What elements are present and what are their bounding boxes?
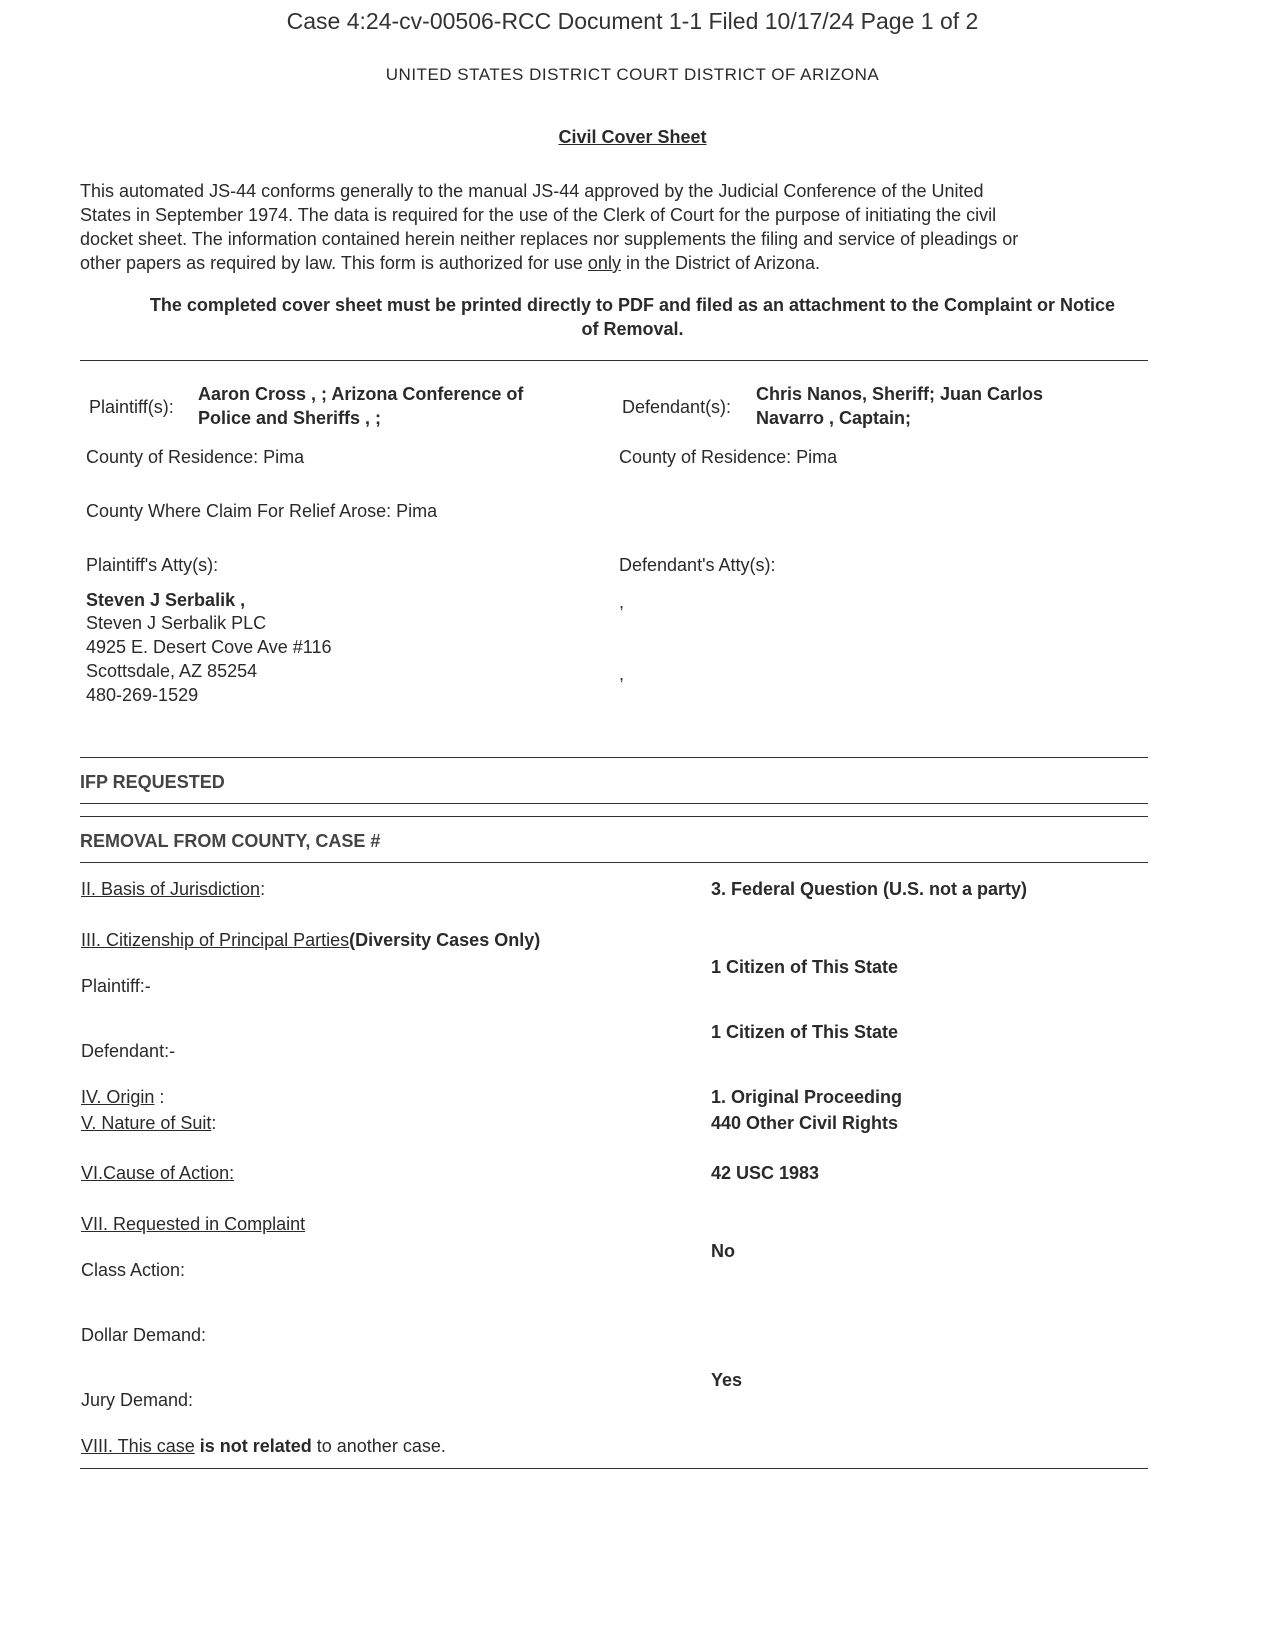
divider — [80, 862, 1148, 863]
page-title: Civil Cover Sheet — [558, 127, 707, 147]
intro-line: This automated JS-44 conforms generally to the manual JS-44 approved by the Judicial Conference of the United — [80, 181, 984, 201]
class-action-value: No — [711, 1241, 735, 1261]
plaintiff-atty-label: Plaintiff's Atty(s): — [86, 555, 219, 575]
origin-label: IV. Origin — [81, 1087, 155, 1107]
plaintiff-atty-firm: Steven J Serbalik PLC — [86, 613, 267, 633]
plaintiff-atty-address: 4925 E. Desert Cove Ave #116 — [86, 637, 332, 657]
divider — [80, 360, 1148, 361]
jury-demand-value: Yes — [711, 1370, 743, 1390]
intro-line: docket sheet. The information contained herein neither replaces nor supplements the filing and service of pleadings or — [80, 229, 1019, 249]
defendant-atty-line: , — [619, 592, 625, 612]
notice-line: of Removal. — [581, 319, 684, 339]
jurisdiction-value: 3. Federal Question (U.S. not a party) — [711, 879, 1028, 899]
intro-only: only — [587, 253, 621, 273]
defendant-atty-line: , — [619, 664, 625, 684]
plaintiff-label: Plaintiff(s): — [89, 397, 174, 417]
dollar-demand-label: Dollar Demand: — [81, 1325, 207, 1345]
divider — [80, 816, 1148, 817]
cause-value: 42 USC 1983 — [711, 1163, 820, 1183]
related-status: is not related — [194, 1436, 312, 1456]
ifp-requested: IFP REQUESTED — [80, 772, 225, 792]
origin-value: 1. Original Proceeding — [711, 1087, 903, 1107]
plaintiff-atty-phone: 480-269-1529 — [86, 685, 199, 705]
defendant-name: Chris Nanos, Sheriff; Juan Carlos — [756, 384, 1044, 404]
class-action-label: Class Action: — [81, 1260, 186, 1280]
plaintiff-atty-name: Steven J Serbalik , — [86, 590, 246, 610]
nature-label: V. Nature of Suit — [81, 1113, 212, 1133]
plaintiff-name: Aaron Cross , ; Arizona Conference of — [198, 384, 524, 404]
court-name: UNITED STATES DISTRICT COURT DISTRICT OF ARIZONA — [385, 65, 880, 84]
nature-value: 440 Other Civil Rights — [711, 1113, 899, 1133]
requested-label: VII. Requested in Complaint — [81, 1214, 306, 1234]
citizenship-label: III. Citizenship of Principal Parties — [81, 930, 350, 950]
plaintiff-citizenship-label: Plaintiff:- — [81, 976, 151, 996]
citizenship-note: (Diversity Cases Only) — [349, 930, 541, 950]
defendant-label: Defendant(s): — [622, 397, 732, 417]
cause-label: VI.Cause of Action: — [81, 1163, 235, 1183]
defendant-citizenship-value: 1 Citizen of This State — [711, 1022, 899, 1042]
divider — [80, 803, 1148, 804]
intro-line: States in September 1974. The data is required for the use of the Clerk of Court for the purpose of initiating the civil — [80, 205, 997, 225]
divider — [80, 1468, 1148, 1469]
jurisdiction-label: II. Basis of Jurisdiction — [81, 879, 261, 899]
jury-demand-label: Jury Demand: — [81, 1390, 194, 1410]
defendant-atty-label: Defendant's Atty(s): — [619, 555, 776, 575]
intro-end: in the District of Arizona. — [620, 253, 821, 273]
plaintiff-atty-city: Scottsdale, AZ 85254 — [86, 661, 258, 681]
intro-line: other papers as required by law. This form is authorized for use — [80, 253, 588, 273]
plaintiff-citizenship-value: 1 Citizen of This State — [711, 957, 899, 977]
related-end: to another case. — [311, 1436, 446, 1456]
plaintiff-county: County of Residence: Pima — [86, 447, 305, 467]
defendant-name: Navarro , Captain; — [756, 408, 912, 428]
case-header: Case 4:24-cv-00506-RCC Document 1-1 Filed 10/17/24 Page 1 of 2 — [286, 8, 979, 34]
defendant-county: County of Residence: Pima — [619, 447, 838, 467]
notice-line: The completed cover sheet must be printed directly to PDF and filed as an attachment to the Complaint or Notice — [149, 295, 1116, 315]
related-label: VIII. This case — [81, 1436, 195, 1456]
removal-case: REMOVAL FROM COUNTY, CASE # — [80, 831, 381, 851]
divider — [80, 757, 1148, 758]
plaintiff-name: Police and Sheriffs , ; — [198, 408, 382, 428]
claim-county: County Where Claim For Relief Arose: Pima — [86, 501, 438, 521]
defendant-citizenship-label: Defendant:- — [81, 1041, 176, 1061]
